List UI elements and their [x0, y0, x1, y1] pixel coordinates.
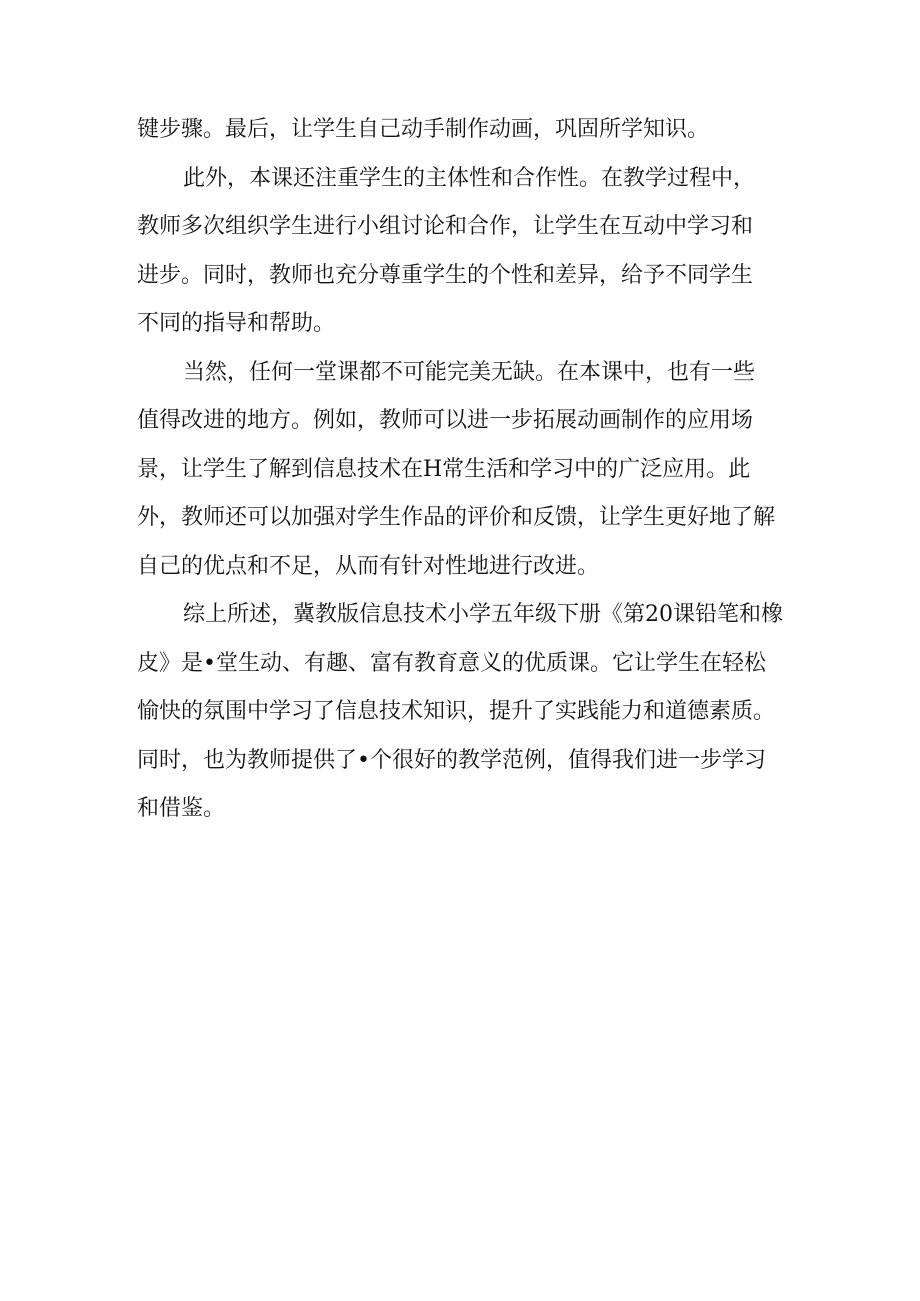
paragraph-line: 同时，也为教师提供了•个很好的教学范例，值得我们进一步学习	[137, 747, 766, 773]
paragraph-line: 皮》是•堂生动、有趣、富有教育意义的优质课。它让学生在轻松	[137, 650, 766, 676]
paragraph-4	[137, 591, 809, 834]
paragraph-line: 教师多次组织学生进行小组讨论和合作，让学生在互动中学习和	[137, 214, 754, 239]
paragraph-line: 景，让学生了解到信息技术在H常生活和学习中的广泛应用。此	[137, 456, 751, 482]
paragraph-line: 不同的指导和帮助。	[137, 311, 336, 336]
paragraph-line: 综上所述，冀教版信息技术小学五年级下册《第20课铅笔和橡	[183, 602, 783, 627]
paragraph-line: 进步。同时，教师也充分尊重学生的个性和差异，给予不同学生	[137, 262, 754, 288]
paragraph-1	[137, 106, 809, 155]
paragraph-line: 外，教师还可以加强对学生作品的评价和反馈，让学生更好地了解	[137, 505, 776, 530]
paragraph-line: 键步骤。最后，让学生自己动手制作动画，巩固所学知识。	[137, 117, 710, 142]
paragraph-3	[137, 349, 809, 592]
paragraph-line: 愉快的氛围中学习了信息技术知识，提升了实践能力和道德素质。	[137, 699, 776, 724]
paragraph-line: 值得改进的地方。例如，教师可以进一步拓展动画制作的应用场	[137, 408, 754, 433]
paragraph-line: 当然，任何一堂课都不可能完美无缺。在本课中，也有一些	[183, 359, 756, 385]
paragraph-line: 和借鉴。	[137, 796, 226, 821]
paragraph-2	[137, 155, 809, 349]
paragraph-line: 自己的优点和不足，从而有针对性地进行改进。	[137, 553, 600, 579]
paragraph-line: 此外，本课还注重学生的主体性和合作性。在教学过程中，	[183, 165, 756, 191]
document-body	[137, 106, 809, 834]
